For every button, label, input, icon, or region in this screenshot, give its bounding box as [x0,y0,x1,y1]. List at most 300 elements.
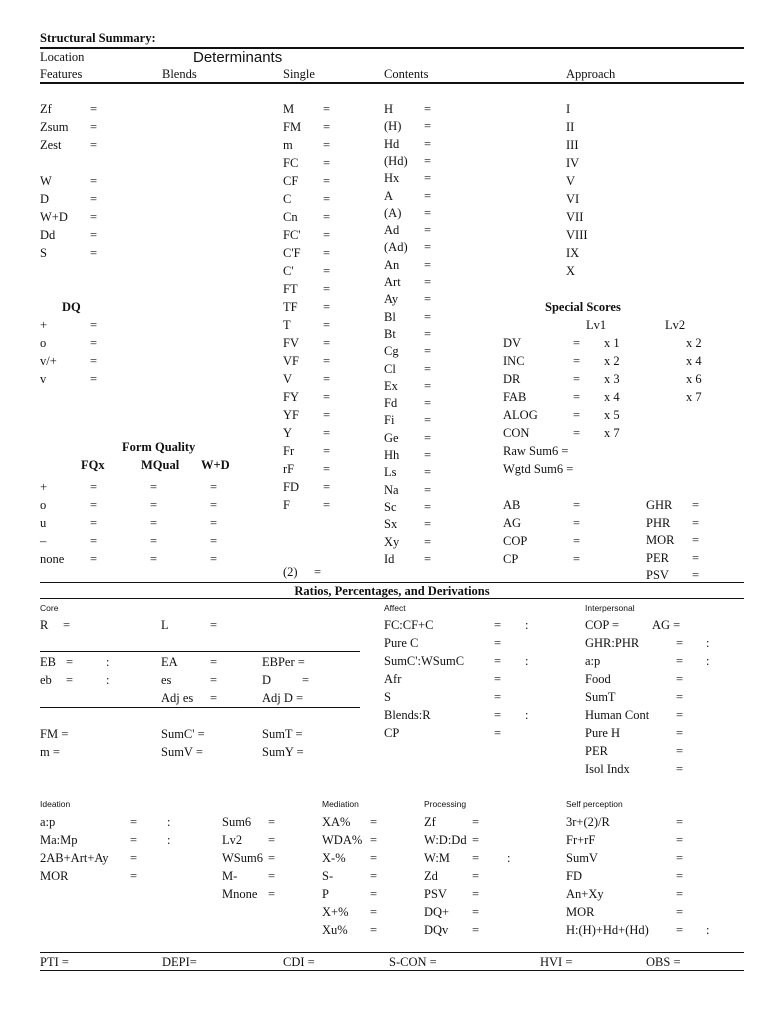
fq-value: = [150,498,158,512]
self-perception-label: FD [566,869,582,883]
location-eq: = [90,120,98,134]
core-ebs-eq: = [66,673,74,687]
interpersonal-eq: = [676,762,684,776]
ideation-label: Ma:Mp [40,833,78,847]
processing-label: PSV [424,887,447,901]
special-score-label: FAB [503,390,527,404]
ideation-label: a:p [40,815,56,829]
single-eq: = [323,372,331,386]
location-eq: = [90,228,98,242]
single-eq: = [323,390,331,404]
contents-eq: = [424,482,432,497]
core-es-eq: = [210,673,218,687]
ideation-eq: = [268,869,276,883]
contents-label: Cl [384,361,396,376]
affect-eq: = [494,618,502,632]
contents-eq: = [424,465,432,480]
contents-label: An [384,257,400,272]
single-label: FY [283,390,299,404]
divider [40,82,744,84]
interpersonal-cop: COP = [585,618,620,632]
interpersonal-title: Interpersonal [585,603,635,613]
approach-item: I [566,102,571,116]
contents-label: Bl [384,309,396,324]
affect-label: Blends:R [384,708,431,722]
single-label: C' [283,264,294,278]
core-ea-eq: = [210,655,218,669]
core-fm: FM = [40,727,69,741]
self-perception-eq: = [676,869,684,883]
contents-eq: = [424,292,432,307]
ghr-eq: = [692,568,700,582]
core-eb-eq: = [66,655,74,669]
contents-label: (H) [384,119,402,134]
fq-value: = [210,534,218,548]
core-ebs: eb [40,673,52,687]
contents-label: Bt [384,326,396,341]
ideation-eq: = [268,833,276,847]
ghr-label: PSV [646,568,669,582]
core-adjes: Adj es [161,691,194,705]
ab-eq: = [573,534,581,548]
contents-eq: = [424,205,432,220]
dq-eq: = [90,336,98,350]
special-score-lv2: x 4 [686,354,702,368]
core-m: m = [40,745,60,759]
affect-label: FC:CF+C [384,618,434,632]
divider [40,47,744,49]
lv2-header: Lv2 [665,318,686,332]
self-perception-eq: = [676,833,684,847]
mediation-title: Mediation [322,799,359,809]
pair-eq: = [314,565,322,579]
contents-eq: = [424,240,432,255]
affect-eq: = [494,672,502,686]
contents-label: (Ad) [384,240,408,255]
affect-label: Pure C [384,636,419,650]
single-eq: = [323,192,331,206]
single-label: T [283,318,291,332]
affect-label: CP [384,726,400,740]
divider [40,598,744,599]
contents-label: Ad [384,223,400,238]
index-label: HVI = [540,955,573,969]
affect-eq: = [494,726,502,740]
dq-label: v/+ [40,354,57,368]
affect-eq: = [494,654,502,668]
self-perception-label: H:(H)+Hd+(Hd) [566,923,649,937]
core-title: Core [40,603,59,613]
location-eq: = [90,102,98,116]
ghr-label: PHR [646,515,671,530]
ideation-eq: = [130,869,138,883]
header-approach: Approach [566,67,616,81]
core-d-eq: = [302,673,310,687]
special-score-lv1: x 1 [604,336,620,350]
single-eq: = [323,120,331,134]
contents-eq: = [424,517,432,532]
divider [40,582,744,583]
ghr-eq: = [692,498,700,512]
form-quality-title: Form Quality [122,440,196,454]
contents-eq: = [424,257,432,272]
special-score-label: INC [503,354,525,368]
ab-label: AG [503,516,522,530]
single-label: V [283,372,293,386]
location-label: Zsum [40,120,69,134]
location-eq: = [90,174,98,188]
raw-sum6: Raw Sum6 = [503,444,569,458]
mediation-eq: = [370,833,378,847]
core-sumy: SumY = [262,745,304,759]
contents-eq: = [424,448,432,462]
special-score-lv1: x 2 [604,354,620,368]
contents-eq: = [424,102,432,116]
single-eq: = [323,426,331,440]
special-score-eq: = [573,336,581,350]
single-eq: = [323,138,331,152]
fq-value: = [150,480,158,494]
special-score-lv1: x 3 [604,372,620,386]
mediation-eq: = [370,869,378,883]
header-contents: Contents [384,67,429,81]
interpersonal-colon: : [706,654,710,668]
core-d: D [262,673,272,687]
single-eq: = [323,444,331,458]
affect-label: Afr [384,672,402,686]
single-label: TF [283,300,298,314]
single-eq: = [323,300,331,314]
single-label: FV [283,336,299,350]
mediation-eq: = [370,887,378,901]
mediation-eq: = [370,905,378,919]
mediation-eq: = [370,851,378,865]
contents-eq: = [424,361,432,376]
dq-label: o [40,336,47,350]
self-perception-eq: = [676,851,684,865]
approach-item: V [566,174,576,188]
location-label: W [40,174,52,188]
header-single: Single [283,67,315,81]
ideation-eq: = [268,887,276,901]
affect-title: Affect [384,603,406,613]
contents-label: H [384,102,394,116]
core-r: R [40,618,49,632]
single-label: m [283,138,293,152]
single-label: FC [283,156,299,170]
divider [40,970,744,971]
single-label: F [283,498,290,512]
contents-eq: = [424,430,432,445]
interpersonal-eq: = [676,726,684,740]
fq-row-label: none [40,552,65,566]
index-label: CDI = [283,955,315,969]
processing-label: Zf [424,815,436,829]
fq-value: = [150,516,158,530]
mediation-label: X+% [322,905,349,919]
single-label: C [283,192,292,206]
affect-colon: : [525,708,529,722]
self-perception-label: MOR [566,905,595,919]
mediation-label: P [322,887,329,901]
approach-item: IX [566,246,580,260]
contents-label: Ge [384,430,399,445]
processing-eq: = [472,851,480,865]
processing-label: W:D:Dd [424,833,467,847]
approach-item: IV [566,156,580,170]
contents-label: Id [384,551,395,566]
index-label: OBS = [646,955,681,969]
special-score-eq: = [573,372,581,386]
ab-label: COP [503,534,528,548]
pair-label: (2) [283,565,298,579]
ratios-title: Ratios, Percentages, and Derivations [294,584,490,598]
header-blends: Blends [162,67,197,81]
single-eq: = [323,498,331,512]
ab-label: AB [503,498,521,512]
single-label: FM [283,120,302,134]
processing-label: DQv [424,923,449,937]
contents-eq: = [424,223,432,238]
contents-label: Hx [384,171,400,186]
interpersonal-ag: AG = [652,618,681,632]
ab-eq: = [573,498,581,512]
approach-item: II [566,120,575,134]
approach-item: VIII [566,228,588,242]
ideation-eq: = [130,833,138,847]
mediation-label: S- [322,869,334,883]
wgtd-sum6: Wgtd Sum6 = [503,462,574,476]
core-sumv: SumV = [161,745,203,759]
ideation-label: 2AB+Art+Ay [40,851,109,865]
lv1-header: Lv1 [586,318,607,332]
self-perception-eq: = [676,815,684,829]
core-ea: EA [161,655,178,669]
contents-label: Cg [384,344,399,359]
single-label: VF [283,354,299,368]
contents-label: Fd [384,396,398,411]
single-eq: = [323,228,331,242]
location-eq: = [90,138,98,152]
special-scores-title: Special Scores [545,300,621,314]
single-eq: = [323,408,331,422]
page-title: Structural Summary: [40,31,156,45]
header-determinants: Determinants [193,49,283,66]
contents-eq: = [424,378,432,393]
single-eq: = [323,318,331,332]
contents-label: A [384,188,394,203]
special-score-lv1: x 7 [604,426,620,440]
contents-label: Sc [384,499,397,514]
processing-eq: = [472,887,480,901]
single-eq: = [323,174,331,188]
interpersonal-label: Food [585,672,611,686]
interpersonal-eq: = [676,744,684,758]
core-es: es [161,673,172,687]
ideation-label: M- [222,869,238,883]
fq-row-label: o [40,498,47,512]
ideation-title: Ideation [40,799,71,809]
ab-eq: = [573,516,581,530]
approach-item: X [566,264,576,278]
contents-label: (Hd) [384,153,408,168]
special-score-eq: = [573,426,581,440]
interpersonal-label: PER [585,744,608,758]
contents-label: Ay [384,292,399,307]
contents-label: Xy [384,534,400,549]
special-score-lv1: x 5 [604,408,620,422]
affect-eq: = [494,708,502,722]
contents-eq: = [424,309,432,324]
fq-value: = [90,552,98,566]
interpersonal-eq: = [676,636,684,650]
processing-colon: : [507,851,511,865]
single-eq: = [323,462,331,476]
core-sumt: SumT = [262,727,303,741]
fq-value: = [90,534,98,548]
special-score-eq: = [573,390,581,404]
core-ebs-colon: : [106,673,110,687]
index-label: S-CON = [389,955,437,969]
fq-col-wd: W+D [201,458,230,472]
fq-value: = [150,552,158,566]
ideation-eq: = [130,851,138,865]
ideation-colon: : [167,833,171,847]
contents-eq: = [424,326,432,341]
self-perception-label: Fr+rF [566,833,596,847]
ideation-colon: : [167,815,171,829]
core-eb-colon: : [106,655,110,669]
processing-label: DQ+ [424,905,450,919]
index-label: DEPI= [162,955,197,969]
ideation-eq: = [268,815,276,829]
affect-eq: = [494,690,502,704]
interpersonal-eq: = [676,708,684,722]
single-label: Y [283,426,293,440]
affect-eq: = [494,636,502,650]
location-label: D [40,192,50,206]
location-eq: = [90,192,98,206]
single-eq: = [323,210,331,224]
location-label: S [40,246,47,260]
location-label: Dd [40,228,56,242]
location-label: W+D [40,210,68,224]
ideation-eq: = [130,815,138,829]
dq-label: v [40,372,47,386]
core-ebper: EBPer = [262,655,305,669]
dq-eq: = [90,318,98,332]
ideation-label: Lv2 [222,833,243,847]
location-eq: = [90,210,98,224]
contents-eq: = [424,534,432,549]
fq-row-label: – [40,534,47,548]
mediation-label: Xu% [322,923,348,937]
fq-value: = [210,552,218,566]
core-eb: EB [40,655,56,669]
single-label: Fr [283,444,295,458]
single-eq: = [323,246,331,260]
fq-value: = [90,516,98,530]
processing-eq: = [472,923,480,937]
location-eq: = [90,246,98,260]
special-score-lv1: x 4 [604,390,620,404]
contents-label: Na [384,482,399,497]
contents-eq: = [424,499,432,514]
contents-label: (A) [384,205,402,220]
core-l: L [161,618,169,632]
contents-label: Hd [384,136,400,151]
core-adjd: Adj D = [262,691,304,705]
fq-value: = [210,480,218,494]
core-l-eq: = [210,618,218,632]
ghr-label: MOR [646,533,675,547]
processing-eq: = [472,869,480,883]
interpersonal-eq: = [676,672,684,686]
special-score-label: DR [503,372,521,386]
single-label: M [283,102,295,116]
header-features: Features [40,67,83,81]
single-label: FT [283,282,298,296]
approach-item: VII [566,210,584,224]
ideation-label: MOR [40,869,69,883]
affect-label: SumC':WSumC [384,654,465,668]
processing-label: Zd [424,869,438,883]
contents-label: Hh [384,448,400,462]
single-eq: = [323,354,331,368]
contents-eq: = [424,275,432,289]
contents-label: Ex [384,378,398,393]
self-perception-label: 3r+(2)/R [566,815,610,829]
interpersonal-label: Pure H [585,726,621,740]
processing-label: W:M [424,851,450,865]
single-label: YF [283,408,299,422]
contents-eq: = [424,136,432,151]
self-perception-label: An+Xy [566,887,604,901]
single-eq: = [323,102,331,116]
fq-value: = [210,498,218,512]
ghr-eq: = [692,533,700,547]
mediation-label: WDA% [322,833,363,847]
contents-label: Ls [384,465,397,480]
contents-eq: = [424,171,432,186]
single-label: rF [283,462,295,476]
mediation-eq: = [370,815,378,829]
fq-value: = [210,516,218,530]
single-label: FD [283,480,299,494]
interpersonal-colon: : [706,636,710,650]
single-eq: = [323,480,331,494]
self-perception-eq: = [676,905,684,919]
contents-eq: = [424,188,432,203]
dq-label: + [40,318,48,332]
location-label: Zf [40,102,52,116]
processing-eq: = [472,815,480,829]
fq-col-fqx: FQx [81,458,105,472]
approach-item: III [566,138,579,152]
special-score-lv2: x 6 [686,372,702,386]
contents-label: Art [384,275,401,289]
ideation-label: Sum6 [222,815,252,829]
index-label: PTI = [40,955,69,969]
single-label: FC' [283,228,301,242]
single-eq: = [323,336,331,350]
header-location: Location [40,50,85,64]
fq-row-label: + [40,480,48,494]
affect-label: S [384,690,391,704]
divider [40,707,360,708]
ghr-eq: = [692,515,700,530]
interpersonal-label: SumT [585,690,616,704]
